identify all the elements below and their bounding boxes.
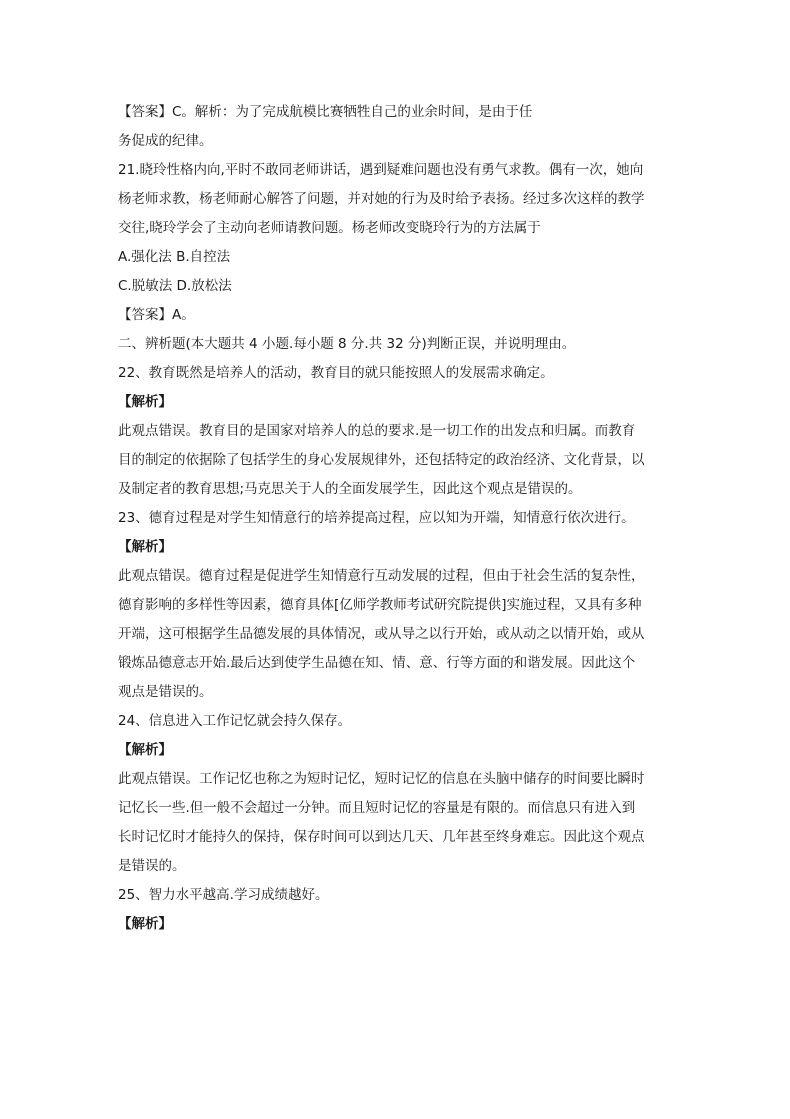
- analysis-22-line-1: 此观点错误。教育目的是国家对培养人的总的要求.是一切工作的出发点和归属。而教育: [118, 423, 636, 439]
- analysis-label-24: 【解析】: [118, 742, 172, 758]
- analysis-23-line-2: 德育影响的多样性等因素，德育具体[亿师学教师考试研究院提供]实施过程，又具有多种: [118, 597, 642, 613]
- analysis-24-line-3: 长时记忆时才能持久的保持，保存时间可以到达几天、几年甚至终身难忘。因此这个观点: [118, 829, 645, 845]
- analysis-label-22: 【解析】: [118, 394, 172, 410]
- analysis-24-line-2: 记忆长一些.但一般不会超过一分钟。而且短时记忆的容量是有限的。而信息只有进入到: [118, 800, 636, 816]
- question-21-options-ab: A.强化法 B.自控法: [118, 249, 231, 265]
- answer-line-21: 【答案】A。: [118, 307, 195, 323]
- question-21-line-2: 杨老师求教，杨老师耐心解答了问题，并对她的行为及时给予表扬。经过多次这样的教学: [118, 191, 645, 207]
- analysis-24-line-1: 此观点错误。工作记忆也称之为短时记忆，短时记忆的信息在头脑中储存的时间要比瞬时: [118, 771, 645, 787]
- analysis-24-line-4: 是错误的。: [118, 858, 186, 874]
- analysis-23-line-5: 观点是错误的。: [118, 684, 213, 700]
- question-23: 23、德育过程是对学生知情意行的培养提高过程，应以知为开端，知情意行依次进行。: [118, 510, 635, 526]
- analysis-label-25: 【解析】: [118, 916, 172, 932]
- analysis-label-23: 【解析】: [118, 539, 172, 555]
- analysis-23-line-4: 锻炼品德意志开始.最后达到使学生品德在知、情、意、行等方面的和谐发展。因此这个: [118, 655, 636, 671]
- analysis-23-line-1: 此观点错误。德育过程是促进学生知情意行互动发展的过程，但由于社会生活的复杂性，: [118, 568, 645, 584]
- answer-line-20: 【答案】C。解析：为了完成航模比赛牺牲自己的业余时间，是由于任: [118, 104, 533, 120]
- question-21-options-cd: C.脱敏法 D.放松法: [118, 278, 232, 294]
- analysis-22-line-2: 目的制定的依据除了包括学生的身心发展规律外，还包括特定的政治经济、文化背景，以: [118, 452, 645, 468]
- section-heading-2: 二、辨析题(本大题共 4 小题.每小题 8 分.共 32 分)判断正误，并说明理由。: [118, 336, 576, 352]
- question-21-line-3: 交往,晓玲学会了主动向老师请教问题。杨老师改变晓玲行为的方法属于: [118, 220, 541, 236]
- question-25: 25、智力水平越高.学习成绩越好。: [118, 887, 329, 903]
- question-22: 22、教育既然是培养人的活动，教育目的就只能按照人的发展需求确定。: [118, 365, 554, 381]
- question-21-line-1: 21.晓玲性格内向,平时不敢同老师讲话，遇到疑难问题也没有勇气求教。偶有一次，她向: [118, 162, 644, 178]
- answer-line-20-cont: 务促成的纪律。: [118, 133, 213, 149]
- analysis-23-line-3: 开端，这可根据学生品德发展的具体情况，或从导之以行开始，或从动之以情开始，或从: [118, 626, 645, 642]
- document-body: [118, 98, 678, 939]
- analysis-22-line-3: 及制定者的教育思想;马克思关于人的全面发展学生，因此这个观点是错误的。: [118, 481, 582, 497]
- question-24: 24、信息进入工作记忆就会持久保存。: [118, 713, 352, 729]
